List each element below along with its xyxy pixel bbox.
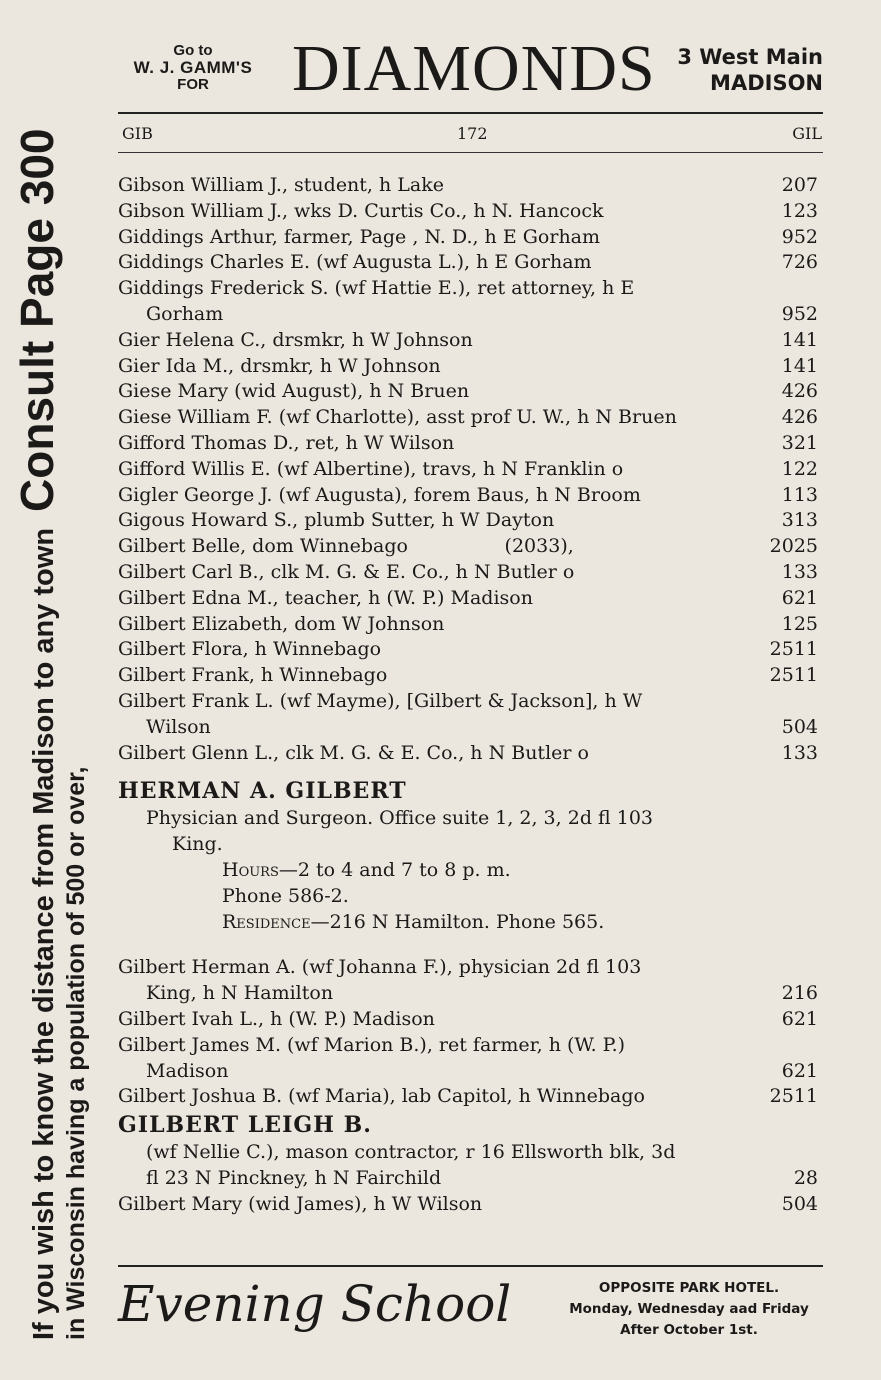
header-store-name: W. J. GAMM'S [133, 58, 253, 77]
listing-number: 321 [781, 431, 818, 454]
listing-row [118, 405, 820, 431]
listing-row [118, 199, 820, 225]
guide-rule [118, 152, 823, 153]
listing-number: 952 [781, 225, 818, 248]
listing-number: 2511 [769, 638, 818, 661]
header-address-city: MADISON [710, 71, 823, 95]
listing-text: Gilbert Edna M., teacher, h (W. P.) Madison [118, 586, 533, 609]
listing-number: 621 [781, 1007, 818, 1030]
listing-row [118, 689, 820, 741]
sidebar-text-1: If you wish to know the distance from Madison to any town [28, 527, 60, 1340]
listing-continuation: King, h N Hamilton [146, 982, 334, 1005]
listing-number: 726 [781, 251, 818, 274]
listing-text: Giese William F. (wf Charlotte), asst prof U. W., h N Bruen [118, 406, 677, 429]
listing-row [118, 354, 820, 380]
ad-residence [118, 910, 820, 936]
listing-row [118, 663, 820, 689]
listing-row [118, 431, 820, 457]
guide-right: GIL [792, 124, 822, 143]
listing-number: 621 [781, 586, 818, 609]
footer-start: After October 1st. [620, 1322, 758, 1338]
listing-text: Gilbert James M. (wf Marion B.), ret farmer, h (W. P.) [118, 1033, 626, 1056]
listing-number: 2511 [769, 1085, 818, 1108]
sidebar-text-2: in Wisconsin having a population of 500 or over, [62, 766, 90, 1340]
gilbert-advertisement [118, 776, 820, 935]
leigh-name: GILBERT LEIGH B. [118, 1112, 372, 1139]
listing-text: Giddings Arthur, farmer, Page , N. D., h E Gorham [118, 225, 601, 248]
ad-physician-name: HERMAN A. GILBERT [118, 778, 407, 805]
listing-continuation: Wilson [146, 715, 211, 738]
listing-text: Gilbert Carl B., clk M. G. & E. Co., h N Butler o [118, 560, 575, 583]
listing-row [118, 955, 820, 1007]
listing-number: 125 [781, 612, 818, 635]
listing-text: Gigler George J. (wf Augusta), forem Baus, h N Broom [118, 483, 641, 506]
listing-row [118, 483, 820, 509]
listing-number: 313 [781, 509, 818, 532]
listing-text: Gilbert Herman A. (wf Johanna F.), physician 2d fl 103 [118, 956, 642, 979]
listing-row [118, 379, 820, 405]
listing-text: Giese Mary (wid August), h N Bruen [118, 380, 470, 403]
listing-row [118, 225, 820, 251]
listing-text: Gilbert Ivah L., h (W. P.) Madison [118, 1007, 435, 1030]
listing-text: Gilbert Flora, h Winnebago [118, 638, 382, 661]
guide-left: GIB [122, 124, 153, 143]
listing-text: Gilbert Joshua B. (wf Maria), lab Capitol, h Winnebago [118, 1085, 645, 1108]
listing-text: Gilbert Frank L. (wf Mayme), [Gilbert & Jackson], h W [118, 689, 643, 712]
listing-number: 207 [781, 174, 818, 196]
listing-text: Gifford Thomas D., ret, h W Wilson [118, 431, 455, 454]
entries-top [118, 173, 820, 766]
entries-mid [118, 955, 820, 1110]
listing-number: 133 [781, 741, 818, 764]
ad-residence-text: —216 N Hamilton. Phone 565. [310, 910, 605, 933]
listing-number: 123 [781, 199, 818, 222]
ad-residence-label: Residence [222, 910, 311, 933]
listing-number: 133 [781, 560, 818, 583]
listing-number: 504 [781, 1192, 818, 1215]
ad-line-1: Physician and Surgeon. Office suite 1, 2, 3, 2d fl 103 [146, 807, 653, 830]
leigh-line-1: (wf Nellie C.), mason contractor, r 16 Ellsworth blk, 3d [146, 1141, 676, 1164]
header-address [677, 44, 823, 96]
listing-number: 621 [781, 1059, 818, 1082]
listing-row [118, 250, 820, 276]
listing-row [118, 612, 820, 638]
ad-hours-text: —2 to 4 and 7 to 8 p. m. [278, 858, 511, 881]
listing-row [118, 1192, 820, 1218]
listing-row [118, 508, 820, 534]
listing-number: 426 [781, 380, 818, 403]
listing-continuation: Madison [146, 1059, 229, 1082]
listing-text: Gilbert Belle, dom Winnebago (2033), [118, 535, 574, 558]
listing-number: 952 [781, 302, 818, 325]
listing-row [118, 741, 820, 767]
sidebar-line-1 [11, 40, 63, 1340]
header-for: FOR [177, 76, 209, 93]
listing-row [118, 276, 820, 328]
listing-text: Gibson William J., wks D. Curtis Co., h N. Hancock [118, 199, 604, 222]
listing-row [118, 1007, 820, 1033]
listing-row [118, 173, 820, 199]
listing-row [118, 586, 820, 612]
listing-row [118, 1084, 820, 1110]
page-number: 172 [457, 124, 488, 143]
listing-number: 2025 [769, 535, 818, 558]
listing-number: 141 [781, 328, 818, 351]
listing-text: Gifford Willis E. (wf Albertine), travs, h N Franklin o [118, 457, 624, 480]
listing-number: 504 [781, 715, 818, 738]
footer-location: OPPOSITE PARK HOTEL. [598, 1280, 780, 1296]
leigh-line-2-row [118, 1166, 820, 1192]
sidebar-line-2 [59, 40, 93, 1340]
listing-continuation: Gorham [146, 302, 224, 325]
header-rule [118, 112, 823, 114]
listing-row [118, 1033, 820, 1085]
listing-text: Gibson William J., student, h Lake [118, 174, 444, 196]
leigh-entry [118, 1110, 820, 1192]
listing-number: 122 [781, 457, 818, 480]
listing-row [118, 637, 820, 663]
sidebar-advertisement [11, 40, 93, 1340]
listing-row [118, 534, 820, 560]
ad-hours [118, 858, 820, 884]
listing-number: 2511 [769, 664, 818, 687]
directory-listing [118, 173, 820, 1217]
header-advertisement [118, 32, 823, 105]
listing-number: 113 [781, 483, 818, 506]
entries-bottom [118, 1192, 820, 1218]
footer-days: Monday, Wednesday aad Friday [569, 1301, 809, 1317]
listing-text: Gigous Howard S., plumb Sutter, h W Dayton [118, 509, 555, 532]
header-diamonds: DIAMONDS [292, 32, 656, 105]
leigh-line-2: fl 23 N Pinckney, h N Fairchild [146, 1166, 442, 1189]
listing-number: 141 [781, 354, 818, 377]
ad-hours-label: Hours [222, 858, 279, 881]
footer-rule [118, 1265, 823, 1267]
ad-line-2: King. [172, 833, 223, 856]
sidebar-consult-page: Consult Page 300 [11, 128, 63, 512]
listing-text: Gilbert Elizabeth, dom W Johnson [118, 612, 445, 635]
header-store [118, 42, 268, 93]
leigh-number: 28 [793, 1166, 818, 1189]
listing-text: Gilbert Mary (wid James), h W Wilson [118, 1192, 483, 1215]
listing-text: Gilbert Frank, h Winnebago [118, 664, 388, 687]
listing-text: Giddings Frederick S. (wf Hattie E.), ret attorney, h E [118, 277, 635, 300]
header-address-street: 3 West Main [677, 45, 823, 69]
listing-text: Gier Helena C., drsmkr, h W Johnson [118, 328, 473, 351]
footer-details [559, 1278, 819, 1341]
header-go-to: Go to [173, 42, 213, 59]
listing-number: 216 [781, 982, 818, 1005]
ad-phone: Phone 586-2. [222, 884, 349, 907]
listing-text: Gier Ida M., drsmkr, h W Johnson [118, 354, 441, 377]
listing-text: Giddings Charles E. (wf Augusta L.), h E Gorham [118, 251, 592, 274]
listing-number: 426 [781, 406, 818, 429]
listing-text: Gilbert Glenn L., clk M. G. & E. Co., h N Butler o [118, 741, 589, 764]
listing-row [118, 328, 820, 354]
footer-evening-school: Evening School [118, 1275, 512, 1333]
listing-row [118, 560, 820, 586]
listing-row [118, 457, 820, 483]
